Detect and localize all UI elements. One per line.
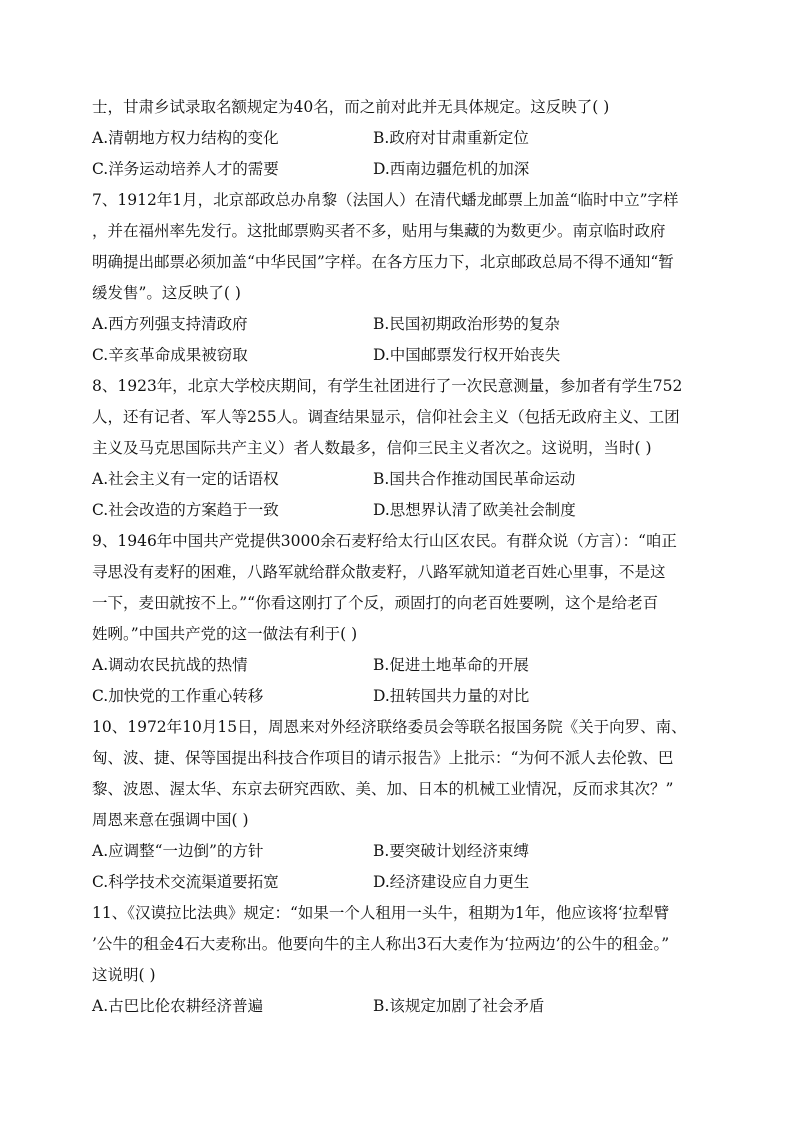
question-6 — [92, 92, 702, 185]
option-row — [92, 836, 702, 867]
option-row — [92, 309, 702, 340]
option-row — [92, 123, 702, 154]
question-stem-line: ，并在福州率先发行。这批邮票购买者不多，贴用与集藏的为数更少。南京临时政府 — [92, 222, 666, 240]
option-a: A.清朝地方权力结构的变化 — [92, 129, 279, 147]
option-a: A.古巴比伦农耕经济普遍 — [92, 997, 264, 1015]
option-d: D.经济建设应自力更生 — [373, 873, 530, 891]
option-a: A.应调整“一边倒”的方针 — [92, 842, 264, 860]
question-stem-line: 7、1912年1月，北京部政总办帛黎（法国人）在清代蟠龙邮票上加盖“临时中立”字样 — [92, 191, 679, 209]
option-c: C.加快党的工作重心转移 — [92, 687, 264, 705]
question-stem-line: 黎、波恩、渥太华、东京去研究西欧、美、加、日本的机械工业情况，反而求其次？” — [92, 780, 674, 798]
option-c: C.科学技术交流渠道要拓宽 — [92, 873, 279, 891]
option-row — [92, 495, 702, 526]
question-stem-line: ’公牛的租金4石大麦称出。他要向牛的主人称出3石大麦作为‘拉两边’的公牛的租金。” — [92, 935, 670, 953]
question-stem-line: 姓咧。”中国共产党的这一做法有利于( ) — [92, 625, 358, 643]
option-d: D.西南边疆危机的加深 — [373, 160, 530, 178]
question-stem-line: 士，甘肃乡试录取名额规定为40名，而之前对此并无具体规定。这反映了( ) — [92, 98, 610, 116]
option-d: D.扭转国共力量的对比 — [373, 687, 530, 705]
option-c: C.社会改造的方案趋于一致 — [92, 501, 279, 519]
option-row — [92, 991, 702, 1022]
option-c: C.辛亥革命成果被窃取 — [92, 346, 248, 364]
question-stem-line: 缓发售”。这反映了( ) — [92, 284, 241, 302]
option-b: B.政府对甘肃重新定位 — [373, 129, 529, 147]
question-stem-line: 9、1946年中国共产党提供3000余石麦籽给太行山区农民。有群众说（方言）：“咱正 — [92, 532, 677, 550]
question-11 — [92, 898, 702, 1022]
question-stem-line: 主义及马克思国际共产主义）者人数最多，信仰三民主义者次之。这说明，当时( ) — [92, 439, 652, 457]
option-d: D.中国邮票发行权开始丧失 — [373, 346, 561, 364]
option-row — [92, 464, 702, 495]
question-stem-line: 人，还有记者、军人等255人。调查结果显示，信仰社会主义（包括无政府主义、工团 — [92, 408, 680, 426]
question-stem-line: 匈、波、捷、保等国提出科技合作项目的请示报告》上批示：“为何不派人去伦敦、巴 — [92, 749, 674, 767]
option-a: A.西方列强支持清政府 — [92, 315, 248, 333]
option-d: D.思想界认清了欧美社会制度 — [373, 501, 576, 519]
option-row — [92, 650, 702, 681]
option-b: B.该规定加剧了社会矛盾 — [373, 997, 545, 1015]
option-b: B.民国初期政治形势的复杂 — [373, 315, 560, 333]
question-stem-line: 11、《汉谟拉比法典》规定：“如果一个人租用一头牛，租期为1年，他应该将‘拉犁臂 — [92, 904, 670, 922]
option-row — [92, 867, 702, 898]
question-10 — [92, 712, 702, 898]
option-a: A.调动农民抗战的热情 — [92, 656, 248, 674]
option-c: C.洋务运动培养人才的需要 — [92, 160, 279, 178]
option-a: A.社会主义有一定的话语权 — [92, 470, 279, 488]
question-stem-line: 明确提出邮票必须加盖“中华民国”字样。在各方压力下，北京邮政总局不得不通知“暂 — [92, 253, 674, 271]
option-b: B.要突破计划经济束缚 — [373, 842, 529, 860]
option-row — [92, 340, 702, 371]
question-stem-line: 一下，麦田就按不上。”“你看这刚打了个反，顽固打的向老百姓要咧，这个是给老百 — [92, 594, 659, 612]
option-b: B.国共合作推动国民革命运动 — [373, 470, 576, 488]
option-b: B.促进土地革命的开展 — [373, 656, 529, 674]
question-9 — [92, 526, 702, 712]
question-7 — [92, 185, 702, 371]
question-stem-line: 周恩来意在强调中国( ) — [92, 811, 249, 829]
question-stem-line: 10、1972年10月15日，周恩来对外经济联络委员会等联名报国务院《关于向罗、南、 — [92, 718, 687, 736]
option-row — [92, 681, 702, 712]
question-stem-line: 这说明( ) — [92, 966, 156, 984]
question-stem-line: 寻思没有麦籽的困难，八路军就给群众散麦籽，八路军就知道老百姓心里事，不是这 — [92, 563, 666, 581]
question-stem-line: 8、1923年，北京大学校庆期间，有学生社团进行了一次民意测量，参加者有学生752 — [92, 377, 683, 395]
question-8 — [92, 371, 702, 526]
option-row — [92, 154, 702, 185]
